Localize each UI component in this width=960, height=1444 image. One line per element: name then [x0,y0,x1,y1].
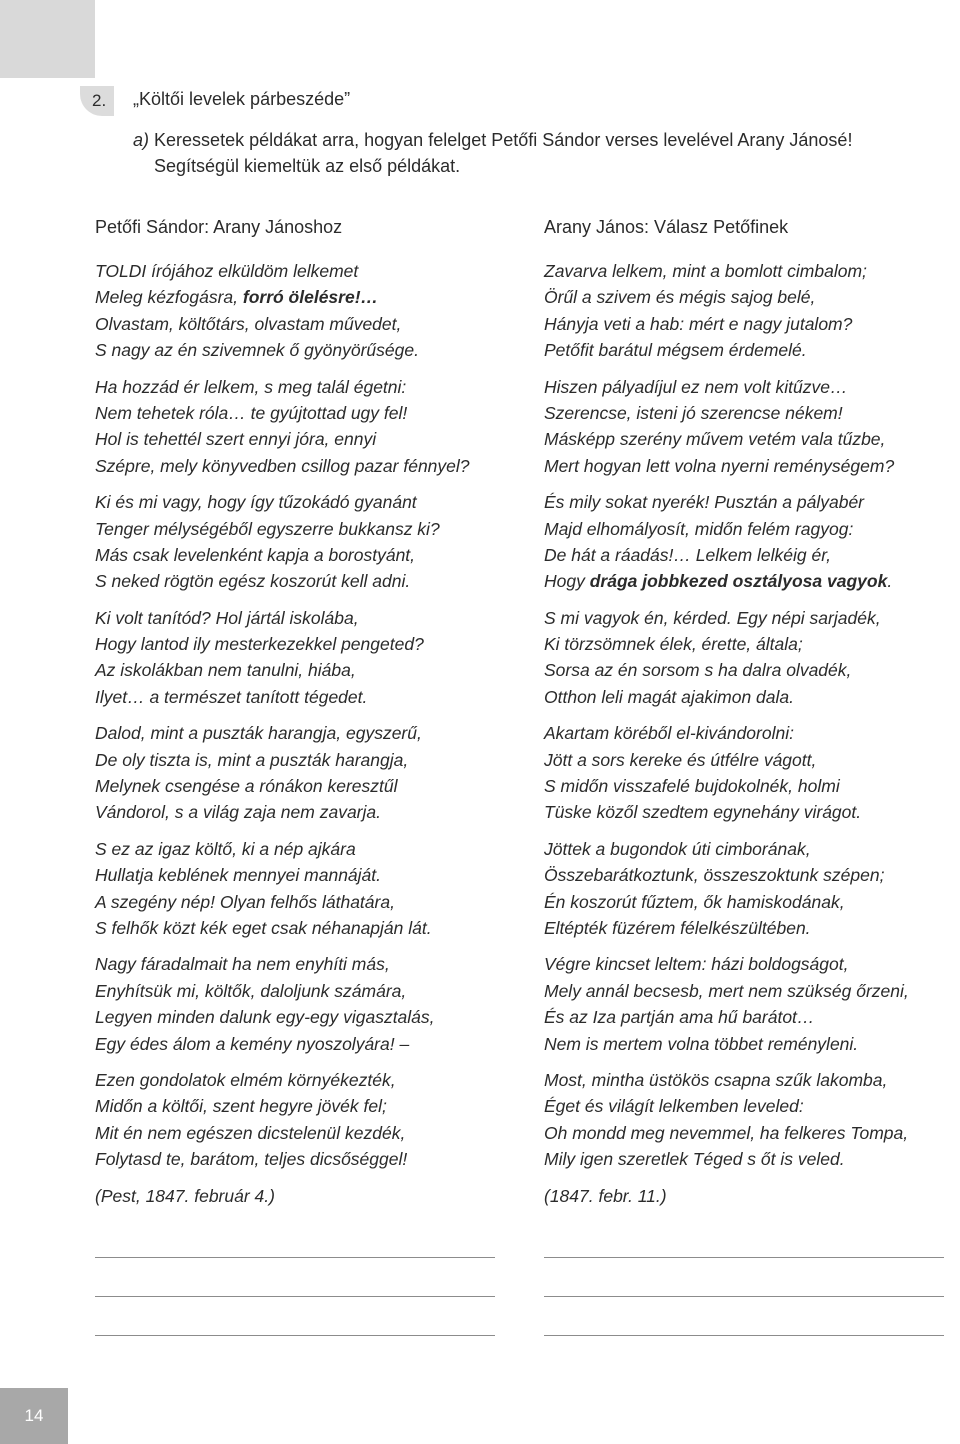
verse-line: Legyen minden dalunk egy-egy vigasztalás, [95,1007,435,1028]
stanza [544,374,960,480]
verse-line: Nagy fáradalmait ha nem enyhíti más, [95,954,390,975]
verse-line: Zavarva lelkem, mint a bomlott cimbalom; [544,261,867,281]
stanza [95,720,515,826]
right-poem-date: (1847. febr. 11.) [544,1185,667,1206]
answer-line-right-2 [544,1296,944,1297]
verse-line: S mi vagyok én, kérded. Egy népi sarjadék, [544,607,881,628]
answer-line-right-1 [544,1257,944,1258]
verse-line: TOLDI írójához elküldöm lelkemet [95,261,359,281]
verse-line: Sorsa az én sorsom s ha dalra olvadék, [544,660,852,681]
verse-line: Összebarátkoztunk, összeszoktunk szépen; [544,865,885,886]
verse-line: S felhők közt kék eget csak néhanapján lát. [95,917,432,938]
verse-line: Otthon leli magát ajakimon dala. [544,686,794,707]
left-poem-heading: Petőfi Sándor: Arany Jánoshoz [95,217,343,237]
verse-line: Szerencse, isteni jó szerencse nékem! [544,402,843,423]
answer-line-left-3 [95,1335,495,1336]
verse-line: Örűl a szivem és mégis sajog belé, [544,287,816,308]
verse-line: Nem tehetek róla… te gyújtottad ugy fel! [95,402,408,423]
verse-line: Mert hogyan lett volna nyerni reménységem? [544,455,895,476]
verse-line: Szépre, mely könyvedben csillog pazar fénnyel? [95,455,470,476]
verse-line: Most, mintha üstökös csapna szűk lakomba, [544,1069,888,1090]
verse-line: Ki törzsömnek élek, érette, általa; [544,634,803,655]
stanza [95,951,515,1057]
verse-line: A szegény nép! Olyan felhős láthatára, [95,891,395,912]
verse-line: S midőn visszafelé bujdokolnék, holmi [544,776,840,797]
verse-line: Végre kincset leltem: házi boldogságot, [544,954,849,975]
stanza [544,605,960,711]
verse-line: Más csak levelenként kapja a borostyánt, [95,544,416,565]
sub-task-label: a) [133,130,150,150]
page-number: 14 [0,1388,68,1444]
task-description [133,127,933,179]
verse-line: S nagy az én szivemnek ő gyönyörűsége. [95,340,419,361]
task-number: 2. [80,86,114,116]
verse-line: Folytasd te, barátom, teljes dicsőséggel! [95,1149,408,1170]
verse-line: De oly tiszta is, mint a puszták harangja, [95,749,409,770]
task-desc-line-2: Segítségül kiemeltük az első példákat. [154,156,461,176]
verse-line: Melynek csengése a rónákon keresztűl [95,776,398,797]
verse-line: Másképp szerény művem vetém vala tűzbe, [544,429,886,450]
answer-line-left-1 [95,1257,495,1258]
verse-line: Jöttek a bugondok úti cimborának, [544,838,811,859]
answer-line-right-3 [544,1335,944,1336]
task-title: „Költői levelek párbeszéde” [133,89,351,109]
stanza [544,489,960,595]
verse-line: S ez az igaz költő, ki a nép ajkára [95,838,356,859]
answer-line-left-2 [95,1296,495,1297]
verse-line: Tüske közől szedtem egynehány virágot. [544,802,862,823]
verse-line: Dalod, mint a puszták harangja, egyszerű, [95,723,422,744]
stanza [95,836,515,942]
verse-line: Ki és mi vagy, hogy így tűzokádó gyanánt [95,492,417,513]
stanza [95,374,515,480]
stanza [544,951,960,1057]
verse-line: Nem is mertem volna többet reményleni. [544,1033,859,1054]
verse-line: És az Iza partján ama hű barátot… [544,1007,815,1028]
verse-line: Hol is tehettél szert ennyi jóra, ennyi [95,429,377,450]
verse-line: Jött a sors kereke és útfélre vágott, [544,749,817,770]
verse-line: Petőfit barátul mégsem érdemelé. [544,340,807,361]
verse-line: Enyhítsük mi, költők, daloljunk számára, [95,980,407,1001]
verse-line: Éget és világít lelkemben leveled: [544,1096,804,1117]
verse-line: Egy édes álom a kemény nyoszolyára! – [95,1033,410,1054]
stanza [95,489,515,595]
verse-line: Ha hozzád ér lelkem, s meg talál égetni: [95,376,407,397]
right-poem-stanzas [544,258,960,1173]
verse-line: De hát a ráadás!… Lelkem lelkéig ér, [544,544,831,565]
stanza [544,720,960,826]
verse-line: Az iskolákban nem tanulni, hiába, [95,660,356,681]
stanza [95,605,515,711]
verse-line: Ezen gondolatok elmém környékezték, [95,1069,396,1090]
verse-line: És mily sokat nyerék! Pusztán a pályabér [544,492,865,513]
stanza [544,258,960,364]
verse-line: Eltépték füzérem félelkészültében. [544,917,811,938]
verse-line: Hiszen pályadíjul ez nem volt kitűzve… [544,376,848,397]
right-poem-heading: Arany János: Válasz Petőfinek [544,217,789,237]
left-poem-stanzas [95,258,515,1173]
right-poem-column [544,214,960,1209]
left-poem-column [95,214,515,1209]
stanza [544,836,960,942]
verse-line: Tenger mélységéből egyszerre bukkansz ki? [95,518,440,539]
verse-line: Mit én nem egészen dicstelenül kezdék, [95,1122,406,1143]
verse-line: Hányja veti a hab: mért e nagy jutalom? [544,313,853,334]
verse-line: Hogy lantod ily mesterkezekkel pengeted? [95,634,424,655]
corner-decoration [0,0,95,78]
verse-line: Vándorol, s a világ zaja nem zavarja. [95,802,381,823]
stanza [95,258,515,364]
verse-line: Ki volt tanítód? Hol jártál iskolába, [95,607,359,628]
verse-line: Hullatja keblének mennyei mannáját. [95,865,381,886]
verse-line: S neked rögtön egész koszorút kell adni. [95,571,411,592]
verse-line: Hogy drága jobbkezed osztályosa vagyok. [544,571,893,592]
left-poem-date: (Pest, 1847. február 4.) [95,1185,275,1206]
stanza [95,1067,515,1173]
verse-line: Én koszorút fűztem, ők hamiskodának, [544,891,845,912]
verse-line: Oh mondd meg nevemmel, ha felkeres Tompa, [544,1122,909,1143]
verse-line: Midőn a költői, szent hegyre jövék fel; [95,1096,387,1117]
stanza [544,1067,960,1173]
verse-line: Olvastam, költőtárs, olvastam művedet, [95,313,402,334]
task-desc-line-1: Keressetek példákat arra, hogyan felelget Petőfi Sándor verses levelével Arany Jánosé! [154,130,853,150]
verse-line: Ilyet… a természet tanított tégedet. [95,686,368,707]
verse-line: Meleg kézfogásra, forró ölelésre!… [95,287,379,308]
verse-line: Mily igen szeretlek Téged s őt is veled. [544,1149,845,1170]
verse-line: Majd elhomályosít, midőn felém ragyog: [544,518,854,539]
verse-line: Mely annál becsesb, mert nem szükség őrzeni, [544,980,909,1001]
verse-line: Akartam köréből el-kivándorolni: [544,723,794,744]
